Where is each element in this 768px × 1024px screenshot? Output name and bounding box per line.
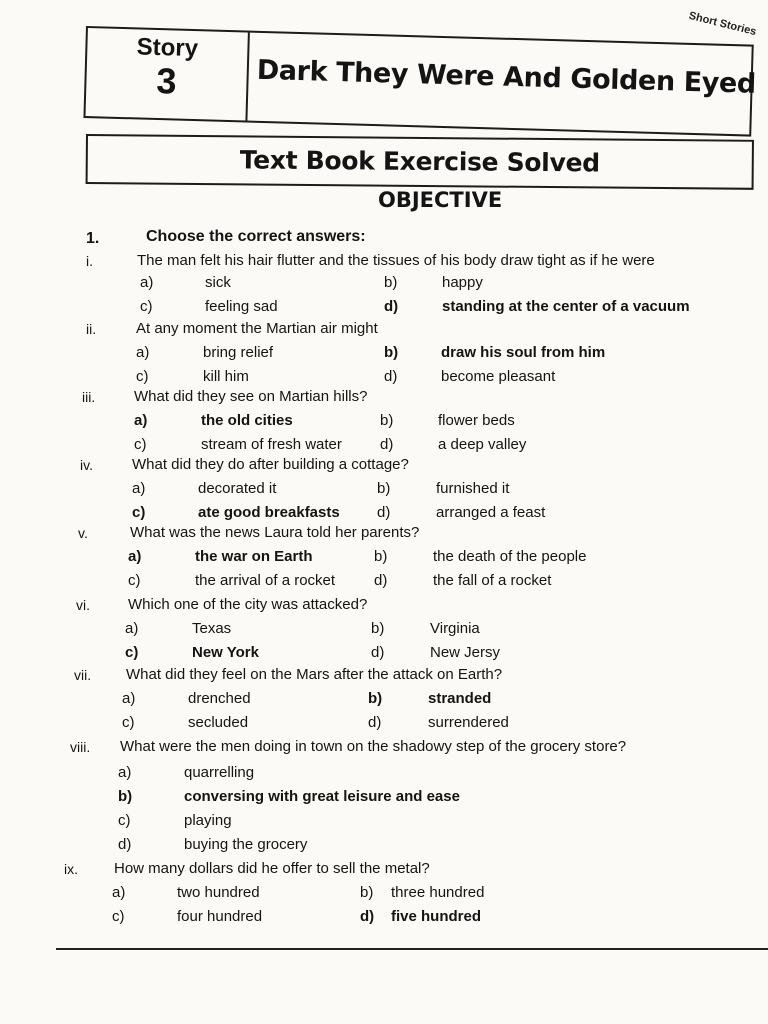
question-number: vii. <box>74 667 92 683</box>
option-letter: a) <box>140 274 154 291</box>
correct-answer: stranded <box>428 690 492 707</box>
option-letter: b) <box>380 412 394 429</box>
option-text: a deep valley <box>438 436 527 453</box>
question-text: Which one of the city was attacked? <box>128 596 368 613</box>
option-letter: b) <box>384 274 398 291</box>
option-letter: a) <box>112 884 126 901</box>
option-text: secluded <box>188 714 249 731</box>
option-letter: d) <box>384 298 399 315</box>
option-letter: b) <box>384 344 399 361</box>
question-text: The man felt his hair flutter and the tissues of his body draw tight as if he were <box>137 252 655 269</box>
option-text: the fall of a rocket <box>433 572 552 589</box>
option-text: decorated it <box>198 480 277 497</box>
question-text: How many dollars did he offer to sell the metal? <box>114 860 430 877</box>
option-text: buying the grocery <box>184 836 308 853</box>
question-number: viii. <box>70 739 91 755</box>
option-text: sick <box>205 274 231 291</box>
option-text: four hundred <box>177 908 263 925</box>
option-letter: d) <box>368 714 382 731</box>
question-number: v. <box>78 525 88 541</box>
option-letter: c) <box>132 504 146 521</box>
question-text: What did they feel on the Mars after the attack on Earth? <box>126 666 503 683</box>
option-text: two hundred <box>177 884 260 901</box>
option-text: New Jersy <box>430 644 501 661</box>
option-text: three hundred <box>391 884 485 901</box>
section-title: OBJECTIVE <box>378 188 503 212</box>
question-number: vi. <box>76 597 90 613</box>
question-text: At any moment the Martian air might <box>136 320 378 337</box>
option-text: bring relief <box>203 344 274 361</box>
option-text: arranged a feast <box>436 504 546 521</box>
option-letter: d) <box>118 836 132 853</box>
question-number: iv. <box>80 457 93 473</box>
option-letter: d) <box>360 908 375 925</box>
option-letter: d) <box>374 572 388 589</box>
option-text: playing <box>184 812 232 829</box>
corner-tag: Short Stories <box>687 9 758 39</box>
option-text: surrendered <box>428 714 509 731</box>
option-text: Texas <box>192 620 232 637</box>
option-text: happy <box>442 274 483 291</box>
option-letter: d) <box>380 436 394 453</box>
correct-answer: ate good breakfasts <box>198 504 340 521</box>
option-letter: c) <box>140 298 153 315</box>
exercise-heading-box <box>86 134 754 190</box>
option-letter: a) <box>128 548 142 565</box>
option-text: feeling sad <box>205 298 278 315</box>
option-letter: c) <box>134 436 147 453</box>
question-number: ix. <box>64 861 78 877</box>
option-letter: c) <box>125 644 139 661</box>
option-text: drenched <box>188 690 251 707</box>
option-letter: a) <box>125 620 139 637</box>
option-text: quarrelling <box>184 764 255 781</box>
correct-answer: standing at the center of a vacuum <box>442 298 690 315</box>
story-header <box>83 26 757 137</box>
option-letter: b) <box>371 620 385 637</box>
question-text: What were the men doing in town on the shadowy step of the grocery store? <box>120 738 627 755</box>
correct-answer: draw his soul from him <box>441 344 606 361</box>
option-letter: a) <box>118 764 132 781</box>
question-text: What did they see on Martian hills? <box>134 388 368 405</box>
option-text: furnished it <box>436 480 510 497</box>
story-number: 3 <box>155 59 178 102</box>
option-letter: b) <box>377 480 391 497</box>
option-letter: a) <box>132 480 146 497</box>
option-letter: d) <box>377 504 391 521</box>
question-number: iii. <box>82 389 96 405</box>
option-letter: a) <box>134 412 148 429</box>
option-text: become pleasant <box>441 368 556 385</box>
story-title: Dark They Were And Golden Eyed <box>256 54 757 100</box>
correct-answer: conversing with great leisure and ease <box>184 788 460 805</box>
option-text: the arrival of a rocket <box>195 572 336 589</box>
option-text: kill him <box>203 368 249 385</box>
question-group-number: 1. <box>86 230 100 247</box>
option-letter: c) <box>128 572 141 589</box>
option-letter: a) <box>136 344 150 361</box>
option-letter: d) <box>371 644 385 661</box>
correct-answer: New York <box>192 644 259 661</box>
option-text: flower beds <box>438 412 515 429</box>
story-label: Story <box>136 33 199 63</box>
option-text: Virginia <box>430 620 480 637</box>
option-letter: b) <box>360 884 374 901</box>
option-letter: c) <box>136 368 149 385</box>
question-text: What was the news Laura told her parents? <box>130 524 420 541</box>
question-number: i. <box>86 253 93 269</box>
bottom-divider <box>56 948 768 950</box>
option-text: the death of the people <box>433 548 587 565</box>
option-letter: c) <box>122 714 135 731</box>
option-letter: b) <box>368 690 383 707</box>
option-letter: d) <box>384 368 398 385</box>
exercise-title: Text Book Exercise Solved <box>239 145 600 178</box>
option-letter: b) <box>118 788 133 805</box>
question-text: What did they do after building a cottage? <box>132 456 409 473</box>
question-group-instruction: Choose the correct answers: <box>146 228 366 245</box>
option-letter: c) <box>112 908 125 925</box>
correct-answer: five hundred <box>391 908 482 925</box>
option-text: stream of fresh water <box>201 436 342 453</box>
story-cell <box>85 28 249 120</box>
option-letter: a) <box>122 690 136 707</box>
option-letter: b) <box>374 548 388 565</box>
question-number: ii. <box>86 321 97 337</box>
option-letter: c) <box>118 812 131 829</box>
correct-answer: the old cities <box>201 412 293 429</box>
correct-answer: the war on Earth <box>195 548 313 565</box>
